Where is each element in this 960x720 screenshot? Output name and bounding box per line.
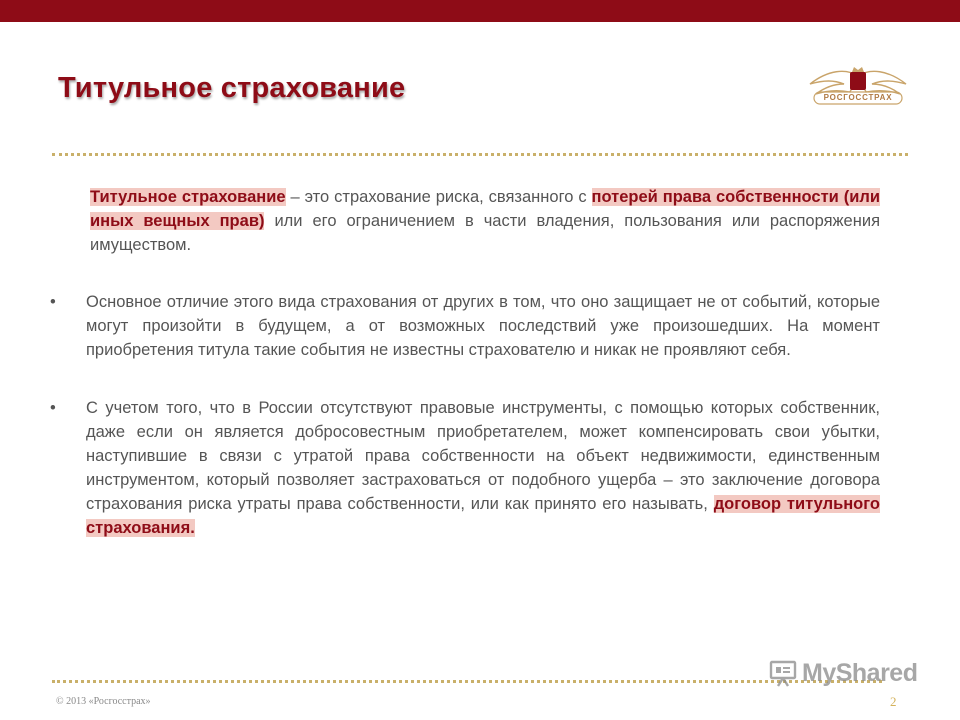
bullet-item: [50, 396, 880, 540]
bullet-text: Основное отличие этого вида страхования от других в том, что оно защищает не от событий, которые могут произойти в будущем, а от возможных последствий уже произошедших. На момент приобретения титула такие события не известны страхователю и никак не проявляют себя.: [86, 293, 880, 359]
logo-text: РОСГОССТРАХ: [823, 93, 893, 102]
watermark[interactable]: [768, 656, 917, 690]
bullet-mark: •: [50, 399, 56, 417]
watermark-text: MyShared: [802, 658, 918, 687]
definition-text-2: или его ограничением в части владения, пользования или распоряжения имуществом.: [90, 212, 880, 254]
definition-text-1: – это страхование риска, связанного с: [285, 188, 592, 206]
top-dotted-divider: [52, 153, 908, 156]
top-brand-bar: [0, 0, 960, 22]
slide-title: Титульное страхование: [58, 72, 406, 104]
company-logo: [806, 62, 910, 116]
bullet-mark: •: [50, 293, 56, 311]
bullet-text: С учетом того, что в России отсутствуют правовые инструменты, с помощью которых собственник, даже если он является добросовестным приобретателем, может компенсировать свои убытки, наступившие в связи с утратой права собственности на объект недвижимости, единственным инструментом, который позволяет застраховаться от подобного ущерба – это заключение договора страхования риска утраты права собственности, или как принято его называть,: [86, 399, 880, 513]
bullet-highlight: договор титульного страхования.: [86, 495, 880, 537]
definition-highlight: потерей права собственности (или иных вещных прав): [90, 188, 880, 230]
bullet-item: [50, 290, 880, 362]
copyright-text: © 2013 «Росгосстрах»: [56, 696, 151, 707]
definition-term: Титульное страхование: [90, 188, 286, 206]
bullet-list: [50, 290, 880, 540]
page-number: 2: [890, 694, 897, 709]
definition-paragraph: [90, 185, 880, 257]
eagle-wings-icon: [806, 62, 910, 116]
bottom-dotted-divider: [52, 680, 882, 683]
presentation-icon: [768, 658, 798, 688]
